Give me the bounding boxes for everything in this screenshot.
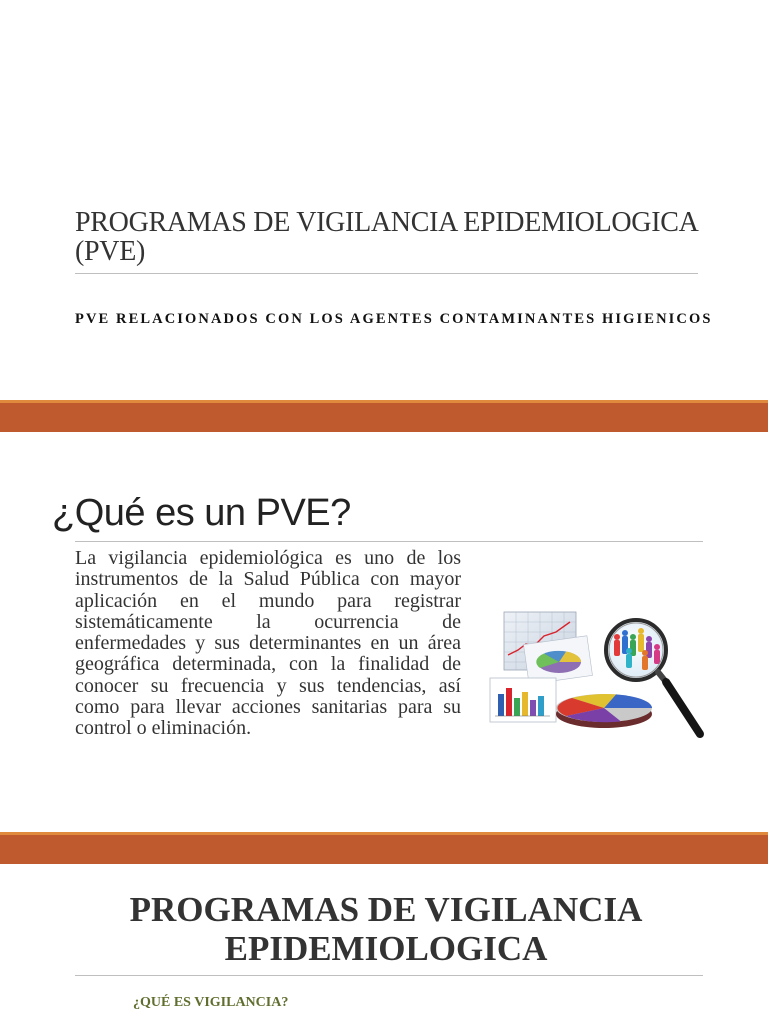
slide-2-divider [75, 541, 703, 542]
slide-1 [0, 0, 768, 400]
slide-separator-band [0, 400, 768, 432]
slide-separator-band [0, 832, 768, 864]
slide-2-title: ¿Qué es un PVE? [52, 492, 351, 534]
charts-magnifier-icon [486, 610, 708, 742]
slide-3-divider [75, 975, 703, 976]
slide-3-subheading: ¿QUÉ ES VIGILANCIA? [133, 995, 289, 1010]
slide-1-title: PROGRAMAS DE VIGILANCIA EPIDEMIOLOGICA (PVE) [75, 207, 697, 267]
slide-1-subtitle: PVE RELACIONADOS CON LOS AGENTES CONTAMINANTES HIGIENICOS [75, 311, 713, 327]
slide-2-body-text: La vigilancia epidemiológica es uno de los instrumentos de la Salud Pública con mayor aplicación en el mundo para registrar sistemáticamente la ocurrencia de enfermedades y sus determinantes en un área geográfica determinada, con la finalidad de conocer su frecuencia y sus tendencias, así como para llevar acciones sanitarias para su control o eliminación. [75, 547, 461, 740]
slide-3 [0, 864, 768, 1024]
slide-3-title: PROGRAMAS DE VIGILANCIA EPIDEMIOLOGICA [129, 890, 643, 968]
slide-1-divider [75, 273, 698, 274]
slide-2 [0, 432, 768, 832]
